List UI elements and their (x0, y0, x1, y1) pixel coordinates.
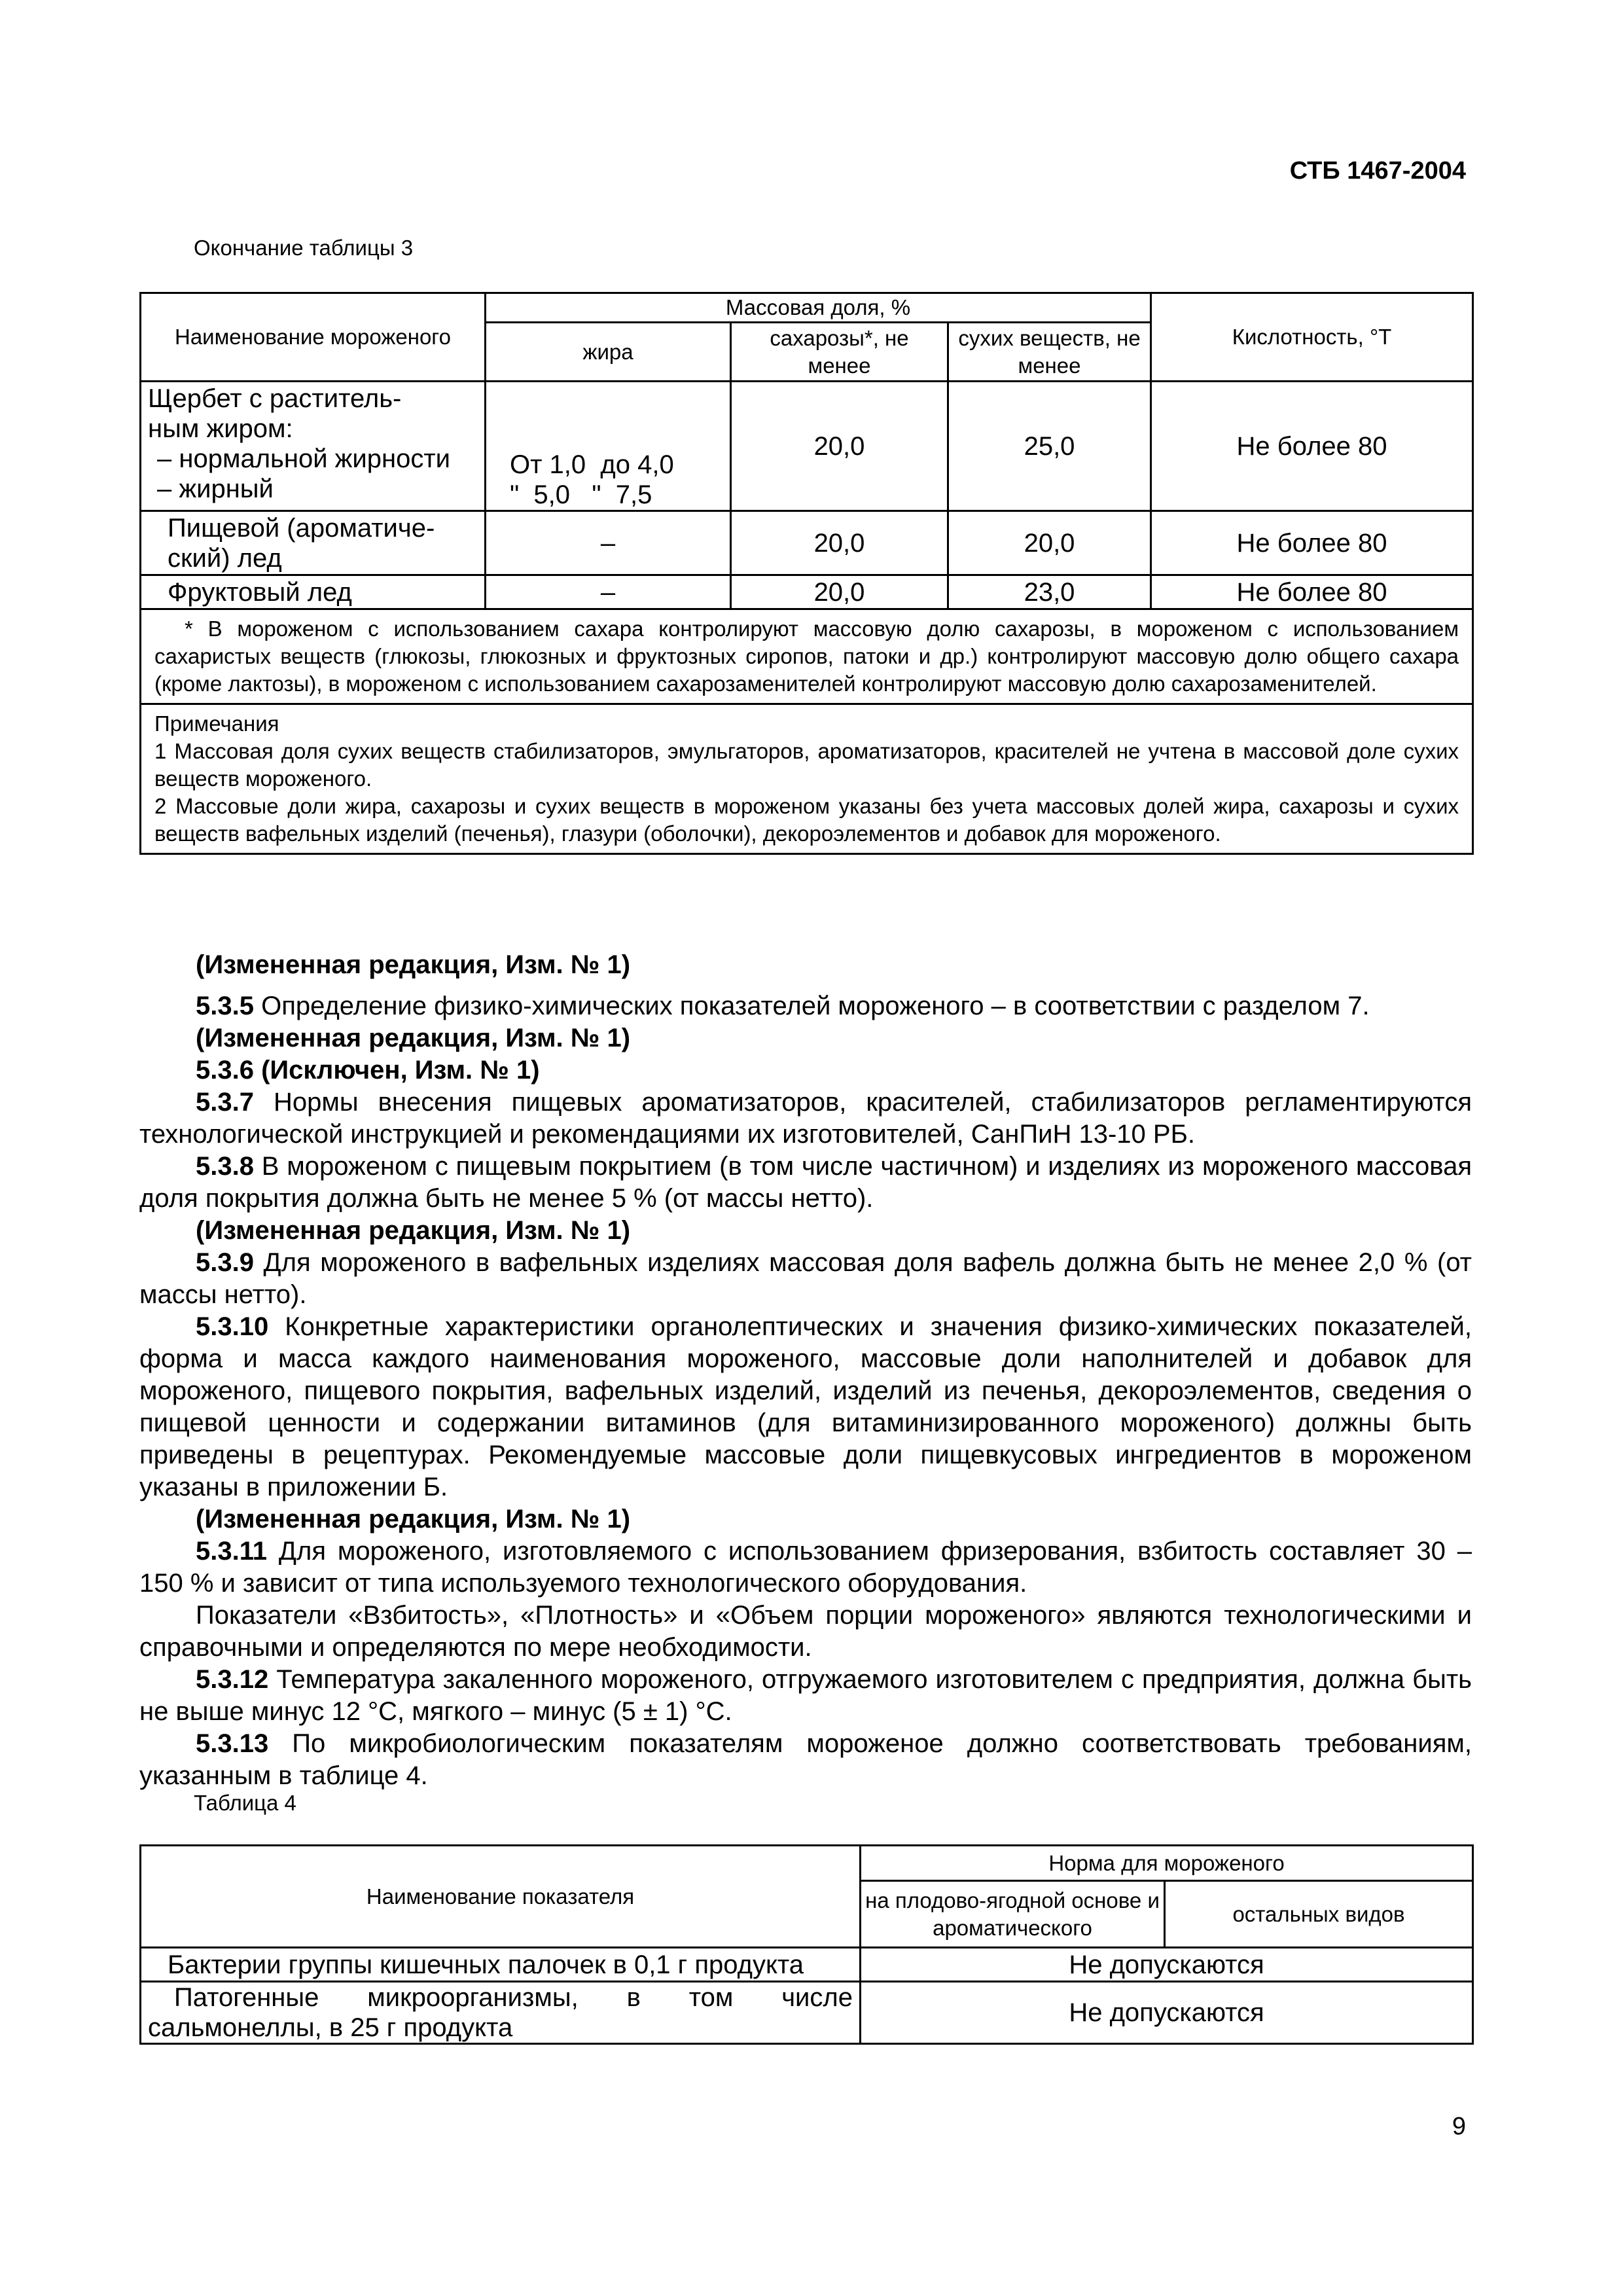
table3 (139, 292, 1474, 855)
t4-header-indicator: Наименование показателя (141, 1846, 861, 1948)
t4-row2-value: Не допускаются (861, 1982, 1473, 2044)
t3-header-acidity: Кислотность, °Т (1151, 293, 1473, 382)
t4-row1-indicator: Бактерии группы кишечных палочек в 0,1 г продукта (141, 1948, 861, 1982)
t3-header-mass-fraction: Массовая доля, % (486, 293, 1151, 323)
amendment-note: (Измененная редакция, Изм. № 1) (196, 1216, 631, 1245)
table-row (141, 511, 1473, 575)
t4-row1-value: Не допускаются (861, 1948, 1473, 1982)
amendment-note: (Измененная редакция, Изм. № 1) (196, 1505, 631, 1534)
table4-caption: Таблица 4 (194, 1791, 296, 1815)
t3-header-name: Наименование мороженого (141, 293, 486, 382)
t3-note-1: 1 Массовая доля сухих веществ стабилизаторов, эмульгаторов, ароматизаторов, красителей не учтена в массовой доле сухих веществ мороженого. (154, 739, 1459, 791)
t4-header-norm: Норма для мороженого (861, 1846, 1473, 1881)
clause-5-3-8: 5.3.8 В мороженом с пищевым покрытием (в том числе частичном) и изделиях из мороженого массовая доля покрытия должна быть не менее 5 % (от массы нетто). (139, 1152, 1472, 1213)
t3-header-dry: сухих веществ, не менее (948, 323, 1151, 382)
clause-5-3-6: 5.3.6 (Исключен, Изм. № 1) (196, 1056, 540, 1085)
t3-header-sucrose: сахарозы*, не менее (731, 323, 948, 382)
clause-5-3-7: 5.3.7 Нормы внесения пищевых ароматизаторов, красителей, стабилизаторов регламентируются технологической инструкцией и рекомендациями их изготовителей, СанПиН 13-10 РБ. (139, 1088, 1472, 1149)
body-text (139, 949, 1472, 1792)
amendment-note: (Измененная редакция, Изм. № 1) (196, 950, 631, 979)
table4 (139, 1844, 1474, 2045)
t3-note-2: 2 Массовые доли жира, сахарозы и сухих веществ в мороженом указаны без учета массовых долей жира, сахарозы и сухих веществ вафельных изделий (печенья), глазури (оболочки), декороэлементов и добавок для мороженого. (154, 794, 1459, 846)
t4-row2-indicator: Патогенные микроорганизмы, в том числе сальмонеллы, в 25 г продукта (141, 1982, 861, 2044)
t3-row2-name: Пищевой (ароматиче- ский) лед (141, 511, 486, 575)
clause-5-3-9: 5.3.9 Для мороженого в вафельных изделиях массовая доля вафель должна быть не менее 2,0 % (от массы нетто). (139, 1248, 1472, 1309)
table3-caption: Окончание таблицы 3 (194, 236, 414, 260)
standard-code: СТБ 1467-2004 (1289, 157, 1466, 185)
t3-notes (141, 704, 1473, 854)
clause-5-3-11: 5.3.11 Для мороженого, изготовляемого с использованием фризерования, взбитость составляет 30 – 150 % и зависит от типа используемого технологического оборудования. (139, 1537, 1472, 1598)
t3-notes-title: Примечания (154, 711, 279, 736)
t3-row3-sucrose: 20,0 (731, 575, 948, 609)
table-row (141, 382, 1473, 511)
clause-5-3-13: 5.3.13 По микробиологическим показателям мороженое должно соответствовать требованиям, указанным в таблице 4. (139, 1729, 1472, 1790)
t3-row1-name: Щербет с раститель- ным жиром: – нормальной жирности – жирный (141, 382, 486, 511)
t3-row1-fat: От 1,0 до 4,0 " 5,0 " 7,5 (486, 382, 731, 511)
t3-row1-acidity: Не более 80 (1151, 382, 1473, 511)
page-number: 9 (1452, 2113, 1466, 2140)
clause-5-3-11-note: Показатели «Взбитость», «Плотность» и «Объем порции мороженого» являются технологическими и справочными и определяются по мере необходимости. (139, 1601, 1472, 1662)
amendment-note: (Измененная редакция, Изм. № 1) (196, 1024, 631, 1052)
t3-row1-sucrose: 20,0 (731, 382, 948, 511)
clause-5-3-5: 5.3.5 Определение физико-химических показателей мороженого – в соответствии с разделом 7. (196, 992, 1370, 1020)
t3-row2-sucrose: 20,0 (731, 511, 948, 575)
t3-row3-dry: 23,0 (948, 575, 1151, 609)
table-row (141, 1948, 1473, 1982)
t3-footnote: * В мороженом с использованием сахара контролируют массовую долю сахарозы, в мороженом с использованием сахаристых веществ (глюкозы, глюкозных и фруктозных сиропов, патоки и др.) контролируют массовую долю общего сахара (кроме лактозы), в мороженом с использованием сахарозаменителей контролируют массовую долю сахарозаменителей. (141, 609, 1473, 704)
t3-row2-dry: 20,0 (948, 511, 1151, 575)
t3-row3-fat: – (486, 575, 731, 609)
table-row (141, 575, 1473, 609)
t4-header-other: остальных видов (1165, 1881, 1473, 1948)
t3-row2-fat: – (486, 511, 731, 575)
table-row (141, 1982, 1473, 2044)
t3-header-fat: жира (486, 323, 731, 382)
t3-row1-dry: 25,0 (948, 382, 1151, 511)
t4-header-fruit: на плодово-ягодной основе и ароматического (861, 1881, 1165, 1948)
t3-row2-acidity: Не более 80 (1151, 511, 1473, 575)
clause-5-3-10: 5.3.10 Конкретные характеристики органолептических и значения физико-химических показателей, форма и масса каждого наименования мороженого, массовые доли наполнителей и добавок для мороженого, пищевого покрытия, вафельных изделий, изделий из печенья, декороэлементов, сведения о пищевой ценности и содержании витаминов (для витаминизированного мороженого) должны быть приведены в рецептурах. Рекомендуемые массовые доли пищевкусовых ингредиентов в мороженом указаны в приложении Б. (139, 1312, 1472, 1501)
t3-row3-name: Фруктовый лед (141, 575, 486, 609)
t3-row3-acidity: Не более 80 (1151, 575, 1473, 609)
clause-5-3-12: 5.3.12 Температура закаленного мороженого, отгружаемого изготовителем с предприятия, должна быть не выше минус 12 °С, мягкого – минус (5 ± 1) °С. (139, 1665, 1472, 1726)
